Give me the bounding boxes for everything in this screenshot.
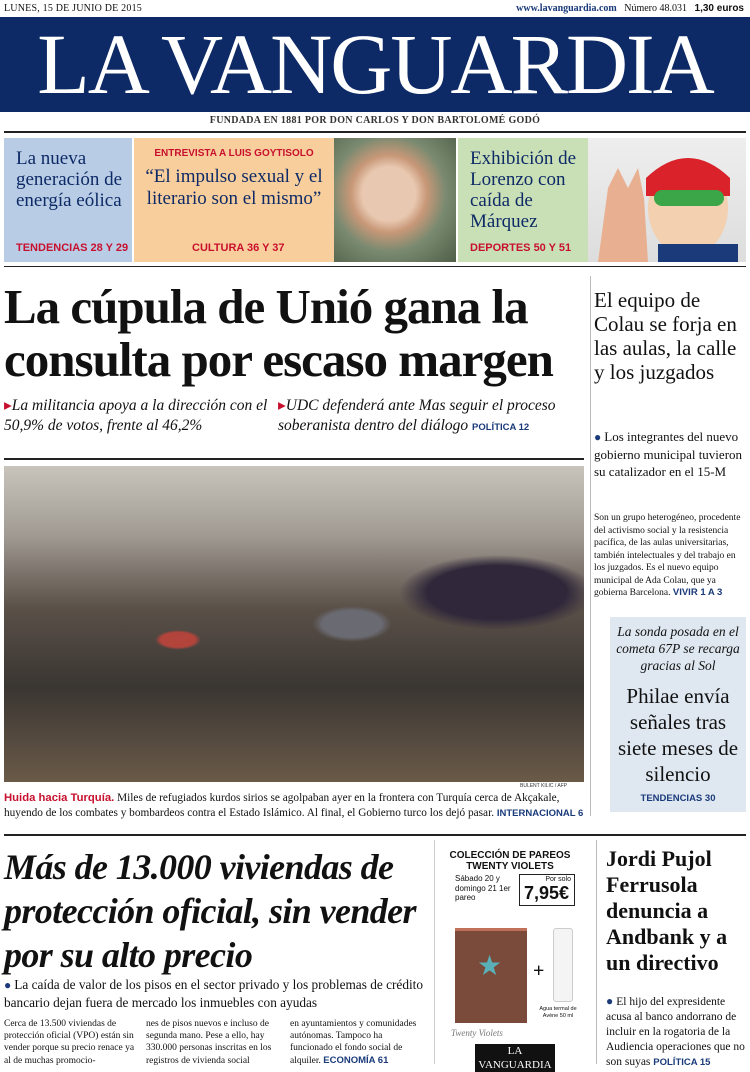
subhead-text: El hijo del expresidente acusa al banco andorrano de incluir en la rogatoria de la Audiencia operaciones que no son suyas	[606, 996, 745, 1068]
refugees-photo	[4, 466, 584, 782]
promo-headline: Exhibición de Lorenzo con caída de Márquez	[470, 148, 577, 232]
promo-goytisolo[interactable]	[134, 138, 334, 262]
caption-text: Miles de refugiados kurdos sirios se agolpaban ayer en la frontera con Turquía cerca de Akçakale, huyendo de los combates y bombardeos contra el Estado Islámico. Al final, el Gobierno turco los dejó pasar.	[4, 792, 560, 819]
subhead-text: UDC defenderá ante Mas seguir el proceso soberanista dentro del diálogo	[278, 397, 556, 434]
bullet-icon: ●	[594, 430, 605, 444]
vivienda-headline[interactable]: Más de 13.000 viviendas de protección oficial, sin vender por su alto precio	[4, 847, 416, 975]
top-right-info	[516, 3, 744, 14]
lorenzo-photo	[588, 138, 746, 262]
promo-section: TENDENCIAS 28 Y 29	[16, 242, 129, 254]
body-text: en ayuntamientos y comunidades autónomas. Tampoco ha funcionado el fondo social de alquiler.	[290, 1019, 417, 1066]
promo-section: DEPORTES 50 Y 51	[470, 242, 572, 254]
founded-line: FUNDADA EN 1881 POR DON CARLOS Y DON BARTOLOMÉ GODÓ	[209, 115, 541, 126]
section-tag[interactable]: VIVIR 1 A 3	[672, 587, 723, 598]
section-tag[interactable]: INTERNACIONAL 6	[496, 808, 584, 819]
goytisolo-photo	[334, 138, 456, 262]
advertisement[interactable]	[434, 840, 585, 1071]
promo-section: CULTURA 36 Y 37	[192, 242, 285, 254]
newspaper-name: LA VANGUARDIA	[37, 16, 713, 112]
bullet-icon: ●	[4, 978, 15, 992]
ad-brand: Twenty Violets	[451, 1028, 503, 1038]
rider-illustration	[588, 138, 746, 262]
section-tag[interactable]: POLÍTICA 12	[472, 422, 530, 433]
subhead-text: Los integrantes del nuevo gobierno municipal tuvieron su catalizador en el 15-M	[594, 429, 743, 479]
body-text: Son un grupo heterogéneo, procedente del activismo social y la resistencia pacífica, de las aulas universitarias, también intelectuales y del trabajo en los juzgados. Es el nuevo equipo municipal de Ada Colau, que ya gobierna Barcelona.	[594, 513, 741, 598]
promo-energia[interactable]	[4, 138, 132, 262]
plus-icon: +	[533, 960, 545, 982]
philae-kicker: La sonda posada en el cometa 67P se recarga gracias al Sol	[616, 624, 740, 673]
ad-dates: Sábado 20 y domingo 21 1er pareo	[455, 874, 511, 902]
lead-subhead-2	[278, 396, 584, 438]
vivienda-col-3	[290, 1018, 424, 1067]
subhead-text: La caída de valor de los pisos en el sector privado y los problemas de crédito bancario dejan fuera de mercado los inmuebles con ayudas	[4, 977, 423, 1010]
photo-credit: BULENT KILIC / AFP	[520, 783, 568, 789]
website-link[interactable]: www.lavanguardia.com	[516, 3, 617, 14]
divider	[4, 131, 746, 133]
column-divider	[590, 276, 591, 816]
ad-title: COLECCIÓN DE PAREOS TWENTY VIOLETS	[449, 850, 571, 872]
promo-headline: La nueva generación de energía eólica	[16, 148, 123, 211]
masthead	[0, 17, 750, 112]
divider	[4, 458, 584, 460]
arrow-icon: ▸	[278, 397, 286, 414]
ad-paper-logo: LA VANGUARDIA	[475, 1044, 555, 1072]
issue-date: LUNES, 15 DE JUNIO DE 2015	[4, 3, 142, 14]
vivienda-col-2: nes de pisos nuevos e incluso de segunda mano. Pese a ello, hay 330.000 personas inscritas en los registros de vivienda social	[146, 1019, 272, 1066]
colau-headline[interactable]: El equipo de Colau se forja en las aulas, la calle y los juzgados	[594, 288, 737, 384]
section-tag[interactable]: TENDENCIAS 30	[640, 793, 716, 804]
divider	[4, 266, 746, 267]
colau-subhead	[594, 428, 746, 480]
colau-text	[594, 512, 746, 600]
section-tag[interactable]: POLÍTICA 15	[653, 1057, 711, 1068]
vivienda-col-1: Cerca de 13.500 viviendas de protección oficial (VPO) están sin vender porque su precio renace ya al de muchas promocio-	[4, 1019, 135, 1066]
bottle-image	[553, 928, 573, 1002]
column-divider	[596, 840, 597, 1064]
promo-quote: “El impulso sexual y el literario son el mismo”	[145, 166, 323, 209]
philae-box[interactable]	[610, 617, 746, 812]
section-tag[interactable]: ECONOMÍA 61	[323, 1054, 389, 1066]
subhead-text: La militancia apoya a la dirección con el 50,9% de votos, frente al 46,2%	[4, 397, 268, 434]
ad-price-box	[519, 874, 575, 906]
ad-water: Agua termal de Avène 50 ml	[539, 1006, 577, 1019]
ad-price: 7,95€	[524, 883, 570, 903]
scarf-image	[455, 928, 527, 1023]
ad-price-label: Por solo	[545, 876, 571, 883]
photo-caption	[4, 791, 584, 821]
lead-headline[interactable]: La cúpula de Unió gana la consulta por escaso margen	[4, 279, 553, 387]
philae-headline: Philae envía señales tras siete meses de silencio	[617, 684, 739, 786]
issue-number: Número 48.031	[624, 3, 688, 14]
promo-lorenzo[interactable]	[458, 138, 588, 262]
bullet-icon: ●	[606, 994, 617, 1008]
issue-price: 1,30 euros	[694, 3, 744, 14]
arrow-icon: ▸	[4, 397, 12, 414]
lead-subhead-1	[4, 396, 274, 436]
pujol-headline[interactable]: Jordi Pujol Ferrusola denuncia a Andbank y a un directivo	[606, 846, 728, 975]
promo-kicker: ENTREVISTA A LUIS GOYTISOLO	[154, 148, 314, 159]
star-icon: ★	[477, 951, 503, 982]
caption-title: Huida hacia Turquía.	[4, 792, 115, 804]
pujol-subhead	[606, 994, 746, 1070]
divider	[4, 834, 746, 836]
vivienda-subhead	[4, 976, 424, 1011]
